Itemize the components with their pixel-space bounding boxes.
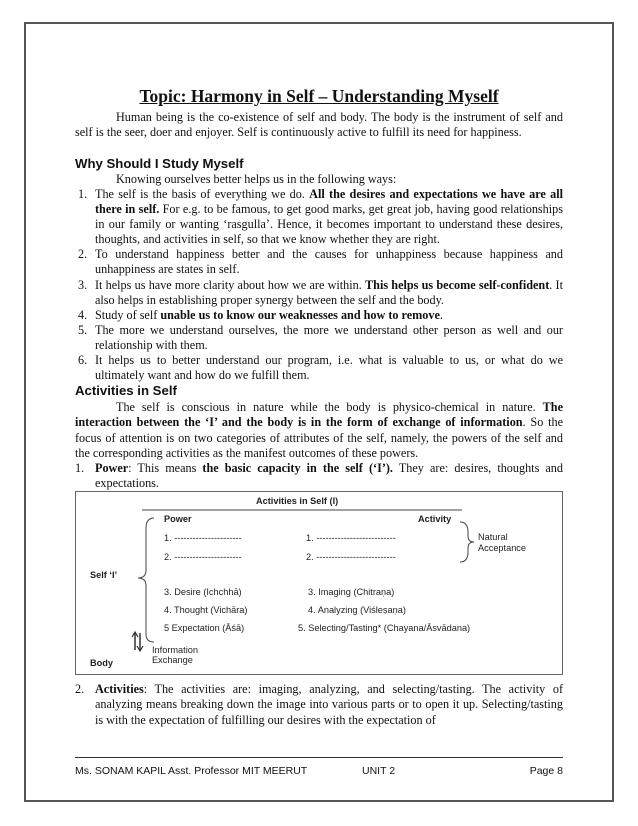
activity-header: Activity bbox=[418, 514, 452, 524]
information-label: Information bbox=[152, 645, 198, 655]
list-item-text: The self is the basis of everything we do. bbox=[95, 187, 310, 201]
power-bold: the basic capacity in the self (‘I’). bbox=[202, 461, 393, 475]
list-item-text-end: . It also helps in establishing proper synergy between the self and the body. bbox=[95, 277, 564, 307]
diagram-lines bbox=[76, 492, 562, 674]
list-item-bold: unable us to know our weaknesses and how to remove bbox=[160, 307, 440, 322]
list-item bbox=[78, 247, 563, 277]
activity-blank-2: 2. -------------------------- bbox=[306, 552, 396, 562]
list-item bbox=[78, 307, 563, 323]
natural-label: Natural bbox=[478, 532, 508, 542]
list-item-number: 3. bbox=[78, 277, 88, 292]
list-item-number: 5. bbox=[78, 322, 88, 337]
list-item-number: 2. bbox=[78, 247, 88, 262]
activities-number: 2. bbox=[75, 682, 85, 696]
list-item-text: Study of self bbox=[95, 307, 161, 322]
desire-label: 3. Desire (Ichchhā) bbox=[164, 587, 242, 597]
power-text-end: They are: desires, thoughts and expectations. bbox=[95, 461, 563, 491]
para-bold: The interaction between the ‘I’ and the body is in the form of exchange of information bbox=[75, 400, 563, 430]
footer-divider bbox=[75, 757, 563, 758]
reasons-list bbox=[75, 187, 563, 383]
thought-label: 4. Thought (Vichāra) bbox=[164, 605, 248, 615]
list-item bbox=[78, 322, 563, 353]
list-item-text: To understand happiness better and the causes for unhappiness because happiness and unhappiness are states in self. bbox=[95, 247, 563, 277]
activity-blank-1: 1. -------------------------- bbox=[306, 533, 396, 543]
footer-unit: UNIT 2 bbox=[362, 765, 396, 777]
list-item-text: It helps us to better understand our program, i.e. what is valuable to us, or what do we ultimately want and how do we fulfill them. bbox=[95, 353, 563, 383]
body-label: Body bbox=[90, 658, 113, 668]
list-item-number: 1. bbox=[78, 187, 88, 201]
list-item-bold: This helps us become self-confident bbox=[365, 277, 550, 292]
power-header: Power bbox=[164, 514, 192, 524]
activities-paragraph bbox=[75, 400, 563, 462]
section-heading-why-study: Why Should I Study Myself bbox=[75, 156, 244, 171]
section-heading-activities: Activities in Self bbox=[75, 383, 177, 398]
diagram-title: Activities in Self (I) bbox=[256, 496, 339, 506]
footer-page-number: Page 8 bbox=[529, 765, 563, 777]
list-item-bold: All the desires and expectations we have are all there in self. bbox=[95, 187, 563, 217]
page-title: Topic: Harmony in Self – Understanding Myself bbox=[139, 86, 499, 106]
imaging-label: 3. Imaging (Chitraṇa) bbox=[308, 587, 395, 597]
power-blank-1: 1. ---------------------- bbox=[164, 533, 242, 543]
power-number: 1. bbox=[75, 461, 85, 475]
activities-diagram bbox=[75, 491, 563, 675]
list-item bbox=[78, 353, 563, 383]
para-text: The self is conscious in nature while the body is physico-chemical in nature. bbox=[116, 400, 543, 414]
intro-paragraph: Human being is the co-existence of self and body. The body is the instrument of self and self is the seer, doer and enjoyer. Self is continuously active to fulfill its need for happiness. bbox=[75, 110, 563, 140]
activities-text: : The activities are: imaging, analyzing, and selecting/tasting. The activity of analyzing means breaking down the image into various parts or to open it up. Selecting/tasting is with the expectation of fulfilling our desires with the expectation of bbox=[95, 682, 563, 727]
self-label: Self ‘I’ bbox=[90, 570, 118, 580]
section1-lead: Knowing ourselves better helps us in the following ways: bbox=[116, 172, 397, 186]
list-item-text: It helps us have more clarity about how we are within. bbox=[95, 277, 366, 292]
exchange-label: Exchange bbox=[152, 655, 193, 665]
activities-item bbox=[75, 682, 563, 728]
expectation-label: 5 Expectation (Āśā) bbox=[164, 623, 245, 633]
list-item bbox=[78, 277, 564, 308]
list-item-text: The more we understand ourselves, the more we understand other person as well and our relationship with them. bbox=[95, 322, 563, 352]
list-item-text-end: . bbox=[439, 307, 443, 322]
list-item-number: 4. bbox=[78, 307, 88, 322]
power-blank-2: 2. ---------------------- bbox=[164, 552, 242, 562]
acceptance-label: Acceptance bbox=[478, 543, 527, 553]
para-text-end: . So the focus of attention is on two categories of attributes of the self, namely, the powers of the self and the corresponding activities as the manifest outcomes of these powers. bbox=[75, 415, 564, 461]
analyzing-label: 4. Analyzing (Viśleṣaṇa) bbox=[308, 605, 406, 615]
list-item-number: 6. bbox=[78, 353, 88, 368]
activities-label: Activities bbox=[95, 682, 144, 696]
power-text: : This means bbox=[128, 461, 203, 475]
list-item bbox=[78, 187, 563, 247]
power-label: Power bbox=[95, 461, 129, 475]
selecting-label: 5. Selecting/Tasting* (Chayana/Āsvādana) bbox=[298, 623, 471, 633]
footer-author: Ms. SONAM KAPIL Asst. Professor MIT MEERUT bbox=[75, 765, 308, 777]
list-item-text-end: For e.g. to be famous, to get good marks, get great job, having good relationships in our family or wanting ‘rasgulla’. Hence, it becomes important to understand these desires, thoughts, and activities in self, so that we know whether they are right. bbox=[95, 202, 563, 247]
power-item bbox=[75, 461, 563, 492]
